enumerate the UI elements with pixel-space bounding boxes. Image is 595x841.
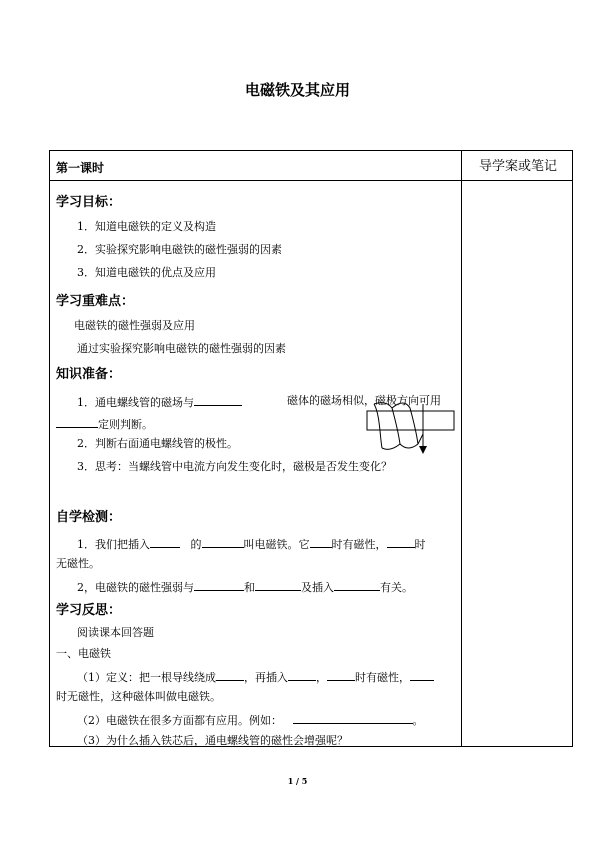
selfcheck-text: 叫电磁铁。它 [243,538,310,551]
selfcheck-line-1 [77,536,426,552]
reflection-text: （2）电磁铁在很多方面都有应用。例如： [77,714,282,727]
selfcheck-text: 有关。 [380,581,413,594]
reflection-q3: （3）为什么插入铁芯后，通电螺线管的磁性会增强呢？ [77,734,348,747]
keypoint-item: 电磁铁的磁性强弱及应用 [74,319,195,332]
blank-line [293,712,413,724]
prep-line-1b: 磁体的磁场相似，磁极方向可用 [287,394,441,407]
reflection-text: 时有磁性， [355,671,410,684]
selfcheck-text: 的 [190,538,202,551]
blank-line [194,579,244,591]
blank-line [255,579,301,591]
coil-turn [374,403,400,444]
prep-text: 1．通电螺线管的磁场与 [77,396,194,409]
selfcheck-text: 和 [244,581,255,594]
selfcheck-line-2 [77,579,413,595]
prep-line-1 [77,394,242,410]
prep-heading: 知识准备： [56,367,122,382]
blank-line [288,669,316,681]
blank-line [150,536,180,548]
objective-item: 3．知道电磁铁的优点及应用 [77,266,216,279]
selfcheck-text: 时有磁性， [331,538,387,551]
blank-line [310,536,332,548]
keypoint-item: 通过实验探究影响电磁铁的磁性强弱的因素 [77,342,286,355]
blank-line [334,579,380,591]
prep-line-1c [56,416,153,432]
table-border-right [572,150,573,747]
table-header-divider [49,180,573,181]
page-title: 电磁铁及其应用 [244,81,350,99]
selfcheck-heading: 自学检测： [56,510,122,525]
solenoid-diagram [360,400,460,456]
blank-line [56,416,98,428]
blank-line [216,669,244,681]
blank-line [202,536,244,548]
reflection-q1b: 时无磁性，这种磁体叫做电磁铁。 [56,690,221,703]
objective-item: 1．知道电磁铁的定义及构造 [77,220,216,233]
reflection-intro: 阅读课本回答题 [77,626,154,639]
prep-line-3: 3．思考：当螺线管中电流方向发生变化时，磁极是否发生变化？ [77,460,392,473]
reflection-q2 [77,712,424,728]
objective-item: 2．实验探究影响电磁铁的磁性强弱的因素 [77,243,282,256]
table-column-divider [461,150,462,747]
blank-line [410,669,434,681]
blank-line [194,394,242,406]
blank-line [387,536,415,548]
keypoints-heading: 学习重难点： [56,294,135,309]
selfcheck-text: 及插入 [301,581,334,594]
reflection-text: （1）定义：把一根导线绕成 [77,671,216,684]
notes-label: 导学案或笔记 [479,159,558,174]
blank-line [327,669,355,681]
reflection-text: ， [316,671,327,684]
coil-lead [418,434,423,444]
reflection-heading: 学习反思： [56,603,122,618]
prep-text: 定则判断。 [98,418,153,431]
current-arrow-icon [419,446,427,454]
coil-turn [382,444,400,449]
selfcheck-text: 1．我们把插入 [77,538,150,551]
selfcheck-text: 时 [414,538,426,551]
prep-line-2: 2．判断右面通电螺线管的极性。 [77,437,238,450]
reflection-text: ，再插入 [244,671,288,684]
objectives-heading: 学习目标： [56,195,122,210]
table-border-left [49,150,50,747]
lesson-label: 第一课时 [56,161,105,175]
reflection-section: 一、电磁铁 [56,647,111,660]
reflection-q1 [77,669,434,685]
coil-turn [400,444,418,448]
selfcheck-text: 2，电磁铁的磁性强弱与 [77,581,194,594]
page-number: 1 / 5 [287,776,308,786]
selfcheck-line-1b: 无磁性。 [56,557,100,570]
reflection-text: 。 [412,714,424,727]
table-border-top [49,150,573,151]
